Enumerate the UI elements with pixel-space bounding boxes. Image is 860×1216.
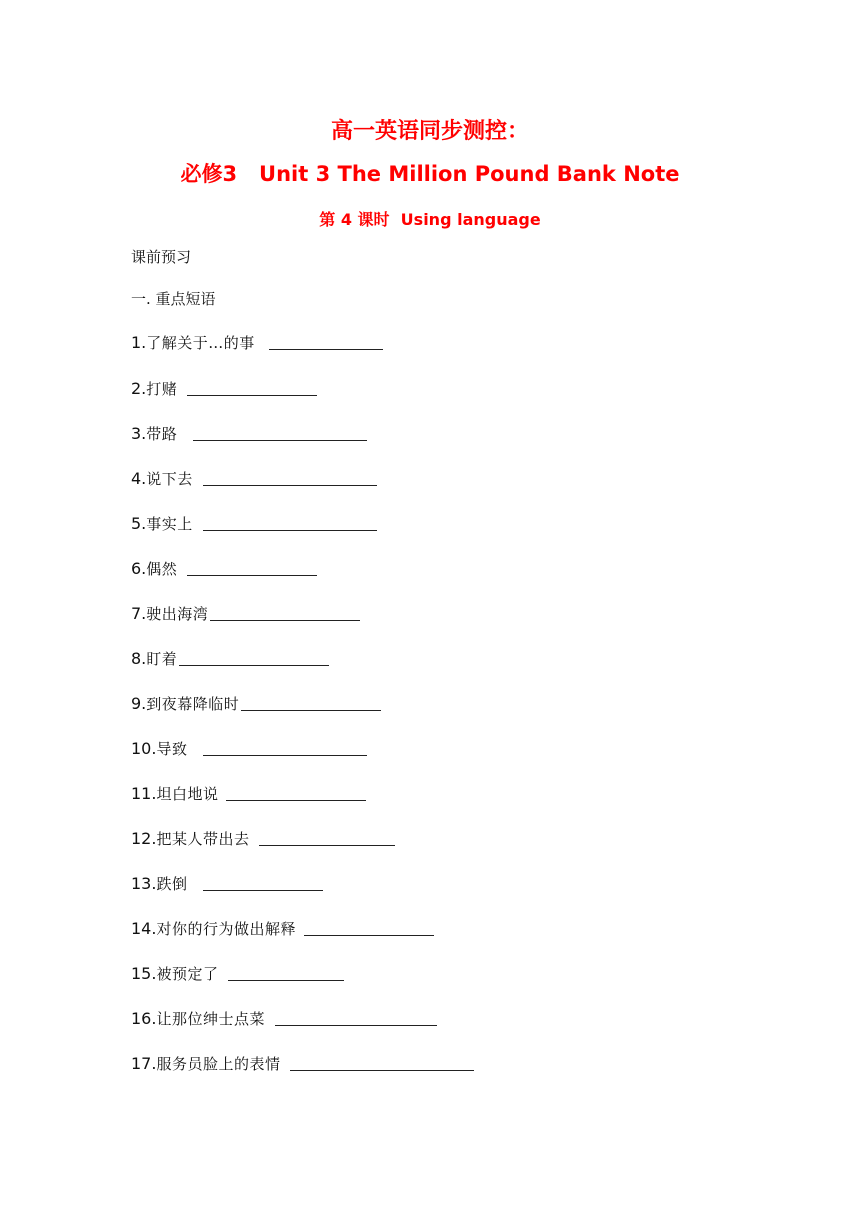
- answer-blank[interactable]: [193, 424, 367, 441]
- phrase-number: 4.: [131, 469, 147, 488]
- phrase-item: [131, 827, 395, 849]
- phrase-item: [131, 647, 329, 669]
- worksheet-title: 高一英语同步测控：: [330, 118, 529, 144]
- phrase-item: [131, 422, 367, 444]
- answer-blank[interactable]: [241, 694, 381, 711]
- phrase-number: 16.: [131, 1009, 157, 1028]
- phrase-prompt: 把某人带出去: [156, 830, 250, 848]
- answer-blank[interactable]: [226, 784, 366, 801]
- phrase-item: [131, 782, 366, 804]
- phrase-number: 14.: [131, 919, 157, 938]
- phrase-number: 11.: [131, 784, 157, 803]
- phrase-prompt: 服务员脸上的表情: [156, 1055, 281, 1073]
- phrase-prompt: 让那位绅士点菜: [156, 1010, 265, 1028]
- phrase-prompt: 盯着: [146, 650, 178, 668]
- phrase-prompt: 打赌: [146, 380, 178, 398]
- phrase-prompt: 带路: [146, 425, 178, 443]
- key-phrases-heading: 一. 重点短语: [131, 290, 216, 308]
- phrase-item: [131, 1052, 474, 1074]
- phrase-item: [131, 1007, 437, 1029]
- phrase-item: [131, 872, 323, 894]
- phrase-item: [131, 917, 434, 939]
- phrase-number: 15.: [131, 964, 157, 983]
- answer-blank[interactable]: [179, 649, 329, 666]
- phrase-item: [131, 692, 381, 714]
- phrase-item: [131, 467, 377, 489]
- phrase-number: 9.: [131, 694, 147, 713]
- phrase-number: 8.: [131, 649, 147, 668]
- phrase-prompt: 导致: [156, 740, 188, 758]
- answer-blank[interactable]: [210, 604, 360, 621]
- phrase-prompt: 说下去: [146, 470, 193, 488]
- phrase-prompt: 跌倒: [156, 875, 188, 893]
- phrase-number: 10.: [131, 739, 157, 758]
- answer-blank[interactable]: [259, 829, 395, 846]
- phrase-number: 1.: [131, 333, 147, 352]
- phrase-number: 7.: [131, 604, 147, 623]
- phrase-prompt: 事实上: [146, 515, 193, 533]
- answer-blank[interactable]: [290, 1054, 474, 1071]
- phrase-item: [131, 512, 377, 534]
- preview-section-label: 课前预习: [131, 248, 192, 266]
- answer-blank[interactable]: [203, 514, 377, 531]
- phrase-number: 5.: [131, 514, 147, 533]
- phrase-prompt: 偶然: [146, 560, 178, 578]
- phrase-item: [131, 331, 383, 353]
- answer-blank[interactable]: [203, 469, 377, 486]
- phrase-prompt: 对你的行为做出解释: [156, 920, 296, 938]
- answer-blank[interactable]: [203, 874, 323, 891]
- phrase-prompt: 到夜幕降临时: [146, 695, 240, 713]
- phrase-item: [131, 377, 317, 399]
- phrase-prompt: 坦白地说: [156, 785, 219, 803]
- phrase-item: [131, 737, 367, 759]
- unit-subtitle: 必修3 Unit 3 The Million Pound Bank Note: [180, 162, 680, 186]
- phrase-number: 17.: [131, 1054, 157, 1073]
- phrase-item: [131, 602, 360, 624]
- answer-blank[interactable]: [269, 333, 383, 350]
- answer-blank[interactable]: [228, 964, 344, 981]
- answer-blank[interactable]: [275, 1009, 437, 1026]
- answer-blank[interactable]: [187, 559, 317, 576]
- phrase-item: [131, 962, 344, 984]
- answer-blank[interactable]: [304, 919, 434, 936]
- phrase-number: 2.: [131, 379, 147, 398]
- phrase-number: 3.: [131, 424, 147, 443]
- lesson-heading: 第 4 课时 Using language: [319, 210, 541, 229]
- answer-blank[interactable]: [203, 739, 367, 756]
- phrase-number: 6.: [131, 559, 147, 578]
- phrase-prompt: 被预定了: [156, 965, 219, 983]
- phrase-number: 13.: [131, 874, 157, 893]
- phrase-number: 12.: [131, 829, 157, 848]
- phrase-prompt: 了解关于…的事: [146, 334, 255, 352]
- answer-blank[interactable]: [187, 379, 317, 396]
- phrase-item: [131, 557, 317, 579]
- phrase-prompt: 驶出海湾: [146, 605, 209, 623]
